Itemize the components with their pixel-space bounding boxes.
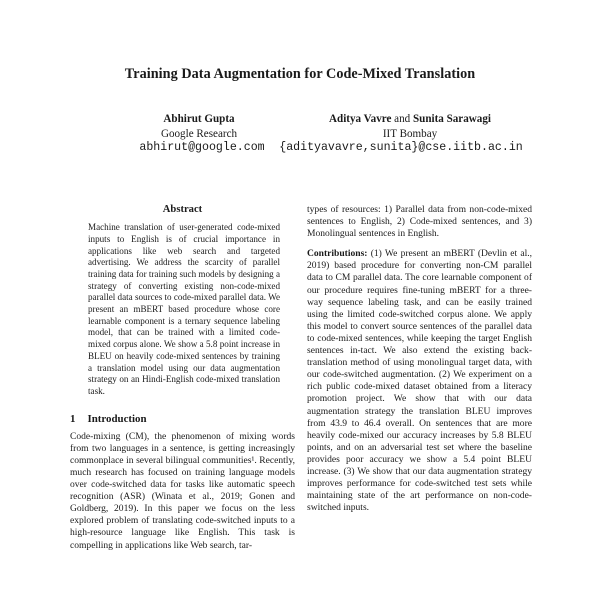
introduction-heading [70,413,295,425]
contributions-label: Contributions: [307,248,368,260]
author-and: and [394,113,411,125]
contributions-text: (1) We present an mBERT (Devlin et al., 2019) based procedure for converting non-CM parallel data to CM parallel data. The core learnable component of our procedure requires fine-tuning mBERT for a three-way sequence labeling task, and can be easily trained using the limited code-switched corpus alone. We apply this model to convert source sentences of the parallel data to code-mixed sentences, while keeping the target English sentences in-tact. We also extend the existing back-translation method of using monolingual target data, with our code-switched augmentation. (2) We experiment on a rich public code-mixed dataset obtained from a literacy promotion project. We show that with our data augmentation strategy the translation BLEU improves from 43.9 to 46.4 overall. On sentences that are more heavily code-mixed our accuracy increases by 5.8 BLEU points, and on an adversarial test set where the baseline provides poor accuracy we show a 5.4 point BLEU increase. (3) We show that our data augmentation strategy improves performance for code-switched test sets while maintaining state of the art performance on non-code-switched inputs. [307,248,532,514]
contributions-paragraph [307,248,532,514]
author-right-name1: Aditya Vavre [329,113,392,125]
author-right-email: {adityavavre,sunita}@cse.iitb.ac.in [279,141,523,154]
abstract-body: Machine translation of user-generated code-mixed inputs to English is of crucial importance in applications like web search and targeted advertising. We address the scarcity of parallel training data for training such models by designing a strategy of converting existing non-code-mixed parallel data sources to code-mixed parallel data. We present an mBERT based procedure whose core learnable component is a ternary sequence labeling model, that can be trained with a limited code-mixed corpus alone. We show a 5.8 point increase in BLEU on heavily code-mixed sentences by training a translation model using our data augmentation strategy on an Hindi-English code-mixed translation task. [88,222,281,396]
author-left-email: abhirut@google.com [139,141,265,154]
author-right-affiliation: IIT Bombay [382,127,438,140]
author-right-name2: Sunita Sarawagi [412,113,491,125]
author-right [290,112,530,141]
abstract-heading: Abstract [162,204,203,215]
right-column [307,204,532,522]
right-continuation: types of resources: 1) Parallel data from non-code-mixed sentences to English, 2) Code-mixed sentences, and 3) Monolingual sentences in English. [307,204,532,240]
author-left [134,112,264,141]
paper-title: Training Data Augmentation for Code-Mixed Translation [124,66,476,82]
introduction-body: Code-mixing (CM), the phenomenon of mixing words from two languages in a sentence, is getting increasingly commonplace in several bilingual communities¹. Recently, much research has focused on training language models over code-switched data for tasks like automatic speech recognition (ASR) (Winata et al., 2019; Gonen and Goldberg, 2019). In this paper we focus on the less explored problem of translating code-switched inputs to a high-resource language like English. This task is compelling in applications like Web search, tar- [70,430,295,551]
author-right-names [290,112,530,127]
section-title: Introduction [87,412,147,425]
author-left-affiliation: Google Research [160,127,238,140]
section-number: 1 [70,412,76,425]
left-column [70,204,295,560]
author-left-name: Abhirut Gupta [163,113,235,125]
